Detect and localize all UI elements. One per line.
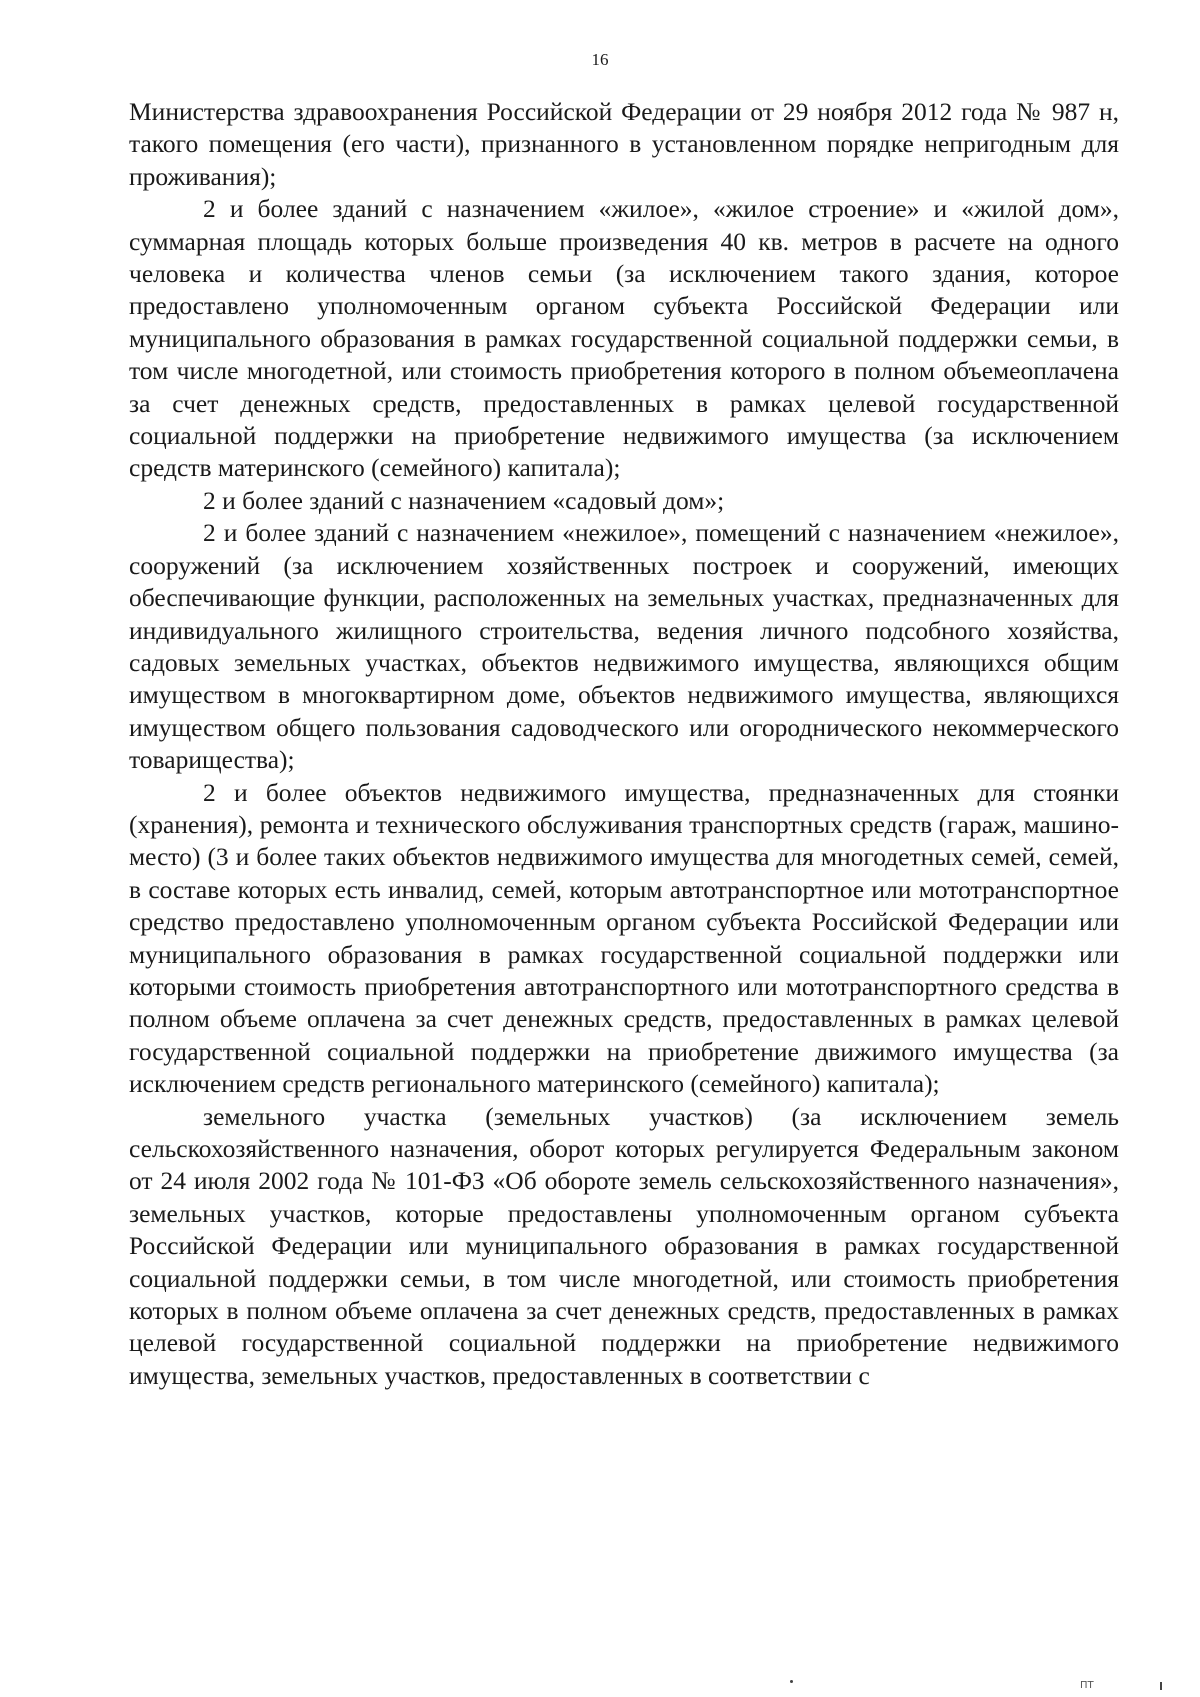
document-body [129, 96, 1119, 1392]
paragraph-residential-buildings: 2 и более зданий с назначением «жилое», «жилое строение» и «жилой дом», суммарная площадь которых больше произведения 40 кв. метров в расчете на одного человека и количества членов семьи (за исключением такого здания, которое предоставлено уполномоченным органом субъекта Российской Федерации или муниципального образования в рамках государственной социальной поддержки семьи, в том числе многодетной, или стоимость приобретения которого в полном объемеоплачена за счет денежных средств, предоставленных в рамках целевой государственной социальной поддержки на приобретение недвижимого имущества (за исключением средств материнского (семейного) капитала); [129, 194, 1119, 483]
paragraph-non-residential-buildings: 2 и более зданий с назначением «нежилое», помещений с назначением «нежилое», сооружений (за исключением хозяйственных построек и сооружений, имеющих обеспечивающие функции, расположенных на земельных участках, предназначенных для индивидуального жилищного строительства, ведения личного подсобного хозяйства, садовых земельных участках, объектов недвижимого имущества, являющихся общим имуществом в многоквартирном доме, объектов недвижимого имущества, являющихся имуществом общего пользования садоводческого или огороднического некоммерческого товарищества); [129, 518, 1119, 775]
scan-artifact-tick [1160, 1682, 1162, 1690]
scan-artifact-mark: ПТ [1080, 1680, 1094, 1691]
paragraph-vehicle-storage: 2 и более объектов недвижимого имущества, предназначенных для стоянки (хранения), ремонта и технического обслуживания транспортных средств (гараж, машино-место) (3 и более таких объектов недвижимого имущества для многодетных семей, семей, в составе которых есть инвалид, семей, которым автотранспортное или мототранспортное средство предоставлено уполномоченным органом субъекта Российской Федерации или муниципального образования в рамках государственной социальной поддержки или которыми стоимость приобретения автотранспортного или мототранспортного средства в полном объеме оплачена за счет денежных средств, предоставленных в рамках целевой государственной социальной поддержки на приобретение движимого имущества (за исключением средств регионального материнского (семейного) капитала); [129, 777, 1119, 1099]
paragraph-garden-houses: 2 и более зданий с назначением «садовый дом»; [203, 485, 725, 515]
paragraph-continuation: Министерства здравоохранения Российской Федерации от 29 ноября 2012 года № 987 н, такого помещения (его части), признанного в установленном порядке непригодным для проживания); [129, 97, 1119, 191]
page-number: 16 [591, 50, 609, 69]
paragraph-land-plots: земельного участка (земельных участков) (за исключением земель сельскохозяйственного назначения, оборот которых регулируется Федеральным законом от 24 июля 2002 года № 101-ФЗ «Об обороте земель сельскохозяйственного назначения», земельных участков, которые предоставлены уполномоченным органом субъекта Российской Федерации или муниципального образования в рамках государственной социальной поддержки семьи, в том числе многодетной, или стоимость приобретения которых в полном объеме оплачена за счет денежных средств, предоставленных в рамках целевой государственной социальной поддержки на приобретение недвижимого имущества, земельных участков, предоставленных в соответствии с [129, 1101, 1119, 1390]
scan-artifact-dot [790, 1680, 793, 1683]
